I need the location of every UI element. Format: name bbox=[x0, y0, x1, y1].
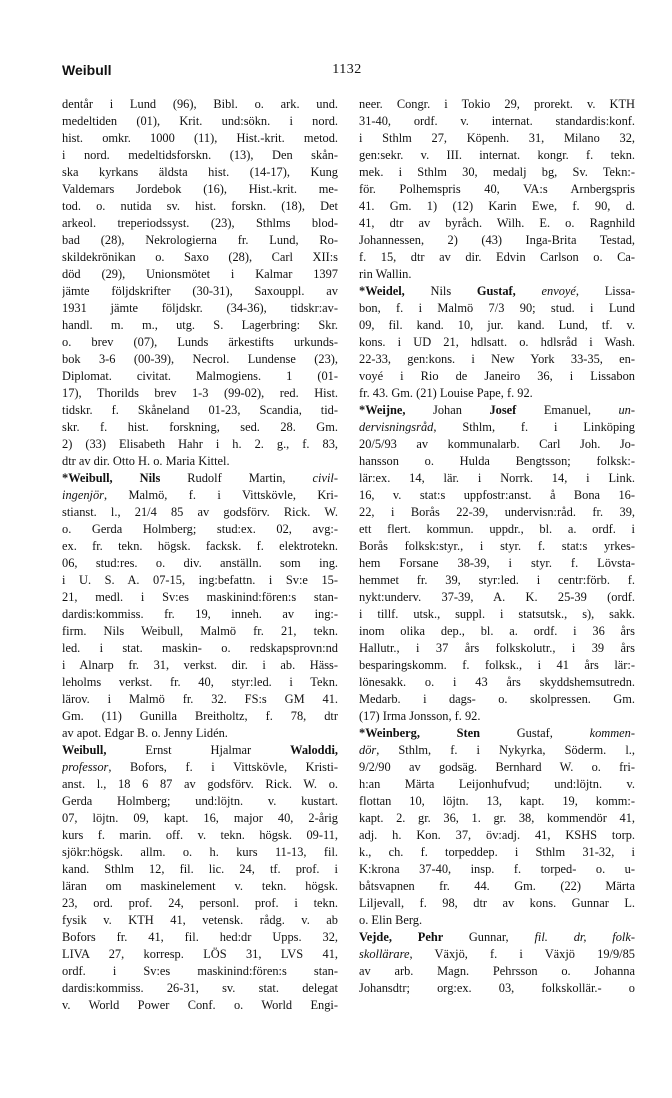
text-run: 9/2/90 av godsäg. Bernhard W. o. fri- bbox=[359, 760, 635, 774]
entry-name: *Weijne, bbox=[359, 403, 433, 417]
text-run: , Växjö, f. i Växjö 19/9/85 bbox=[409, 947, 635, 961]
text-line bbox=[62, 759, 338, 776]
text-line bbox=[359, 300, 635, 317]
text-run: Gunnar, bbox=[468, 930, 535, 944]
entry-name: *Weidel, bbox=[359, 284, 431, 298]
text-run: 41, dtr av byråch. Wilh. E. o. Ragnhild bbox=[359, 216, 635, 230]
text-run: , Malmö, f. i Vittskövle, Kri- bbox=[104, 488, 338, 502]
text-line bbox=[359, 691, 635, 708]
text-line bbox=[62, 657, 338, 674]
text-run: 41. Gm. 1) (12) Karin Ewe, f. 90, d. bbox=[359, 199, 635, 213]
text-run: k., ch. f. torpeddep. i Sthlm 31-32, i bbox=[359, 845, 635, 859]
text-run: lönesakk. o. i 43 års skyddshemsutredn. bbox=[359, 675, 635, 689]
entry-name: Vejde, Pehr bbox=[359, 930, 469, 944]
page-header bbox=[62, 62, 632, 82]
text-line bbox=[62, 368, 338, 385]
text-line bbox=[359, 283, 635, 300]
text-line bbox=[62, 283, 338, 300]
text-line bbox=[359, 181, 635, 198]
entry-title: skollärare bbox=[359, 947, 410, 961]
text-line bbox=[359, 521, 635, 538]
text-line bbox=[359, 487, 635, 504]
text-line bbox=[62, 776, 338, 793]
text-line bbox=[359, 963, 635, 980]
text-line bbox=[62, 708, 338, 725]
text-run: död (29), Unionsmötet i Kalmar 1397 bbox=[62, 267, 338, 281]
text-line bbox=[62, 334, 338, 351]
text-run: 17), Thorilds brev 1-3 (99-02), red. Hist. bbox=[62, 386, 338, 400]
text-run: tod. o. nutida sv. hist. forskn. (18), Det bbox=[62, 199, 338, 213]
text-run: dtr av dir. Otto H. o. Maria Kittel. bbox=[62, 454, 230, 468]
text-run: Hallutr., i 37 års folkskolutr., i 39 års bbox=[359, 641, 635, 655]
text-run: , Lissa- bbox=[575, 284, 635, 298]
text-line bbox=[359, 725, 635, 742]
text-run: 2) (33) Elisabeth Hahr i h. 2. g., f. 83, bbox=[62, 437, 338, 451]
text-line bbox=[359, 623, 635, 640]
text-line bbox=[62, 878, 338, 895]
text-line bbox=[62, 351, 338, 368]
text-run: K:krona 37-40, insp. f. torped- o. u- bbox=[359, 862, 635, 876]
text-line bbox=[359, 351, 635, 368]
text-run: i Alnarp fr. 31, verkst. dir. i ab. Häss- bbox=[62, 658, 338, 672]
text-line bbox=[359, 776, 635, 793]
entry-title: ingenjör bbox=[62, 488, 104, 502]
text-line bbox=[359, 861, 635, 878]
text-run: ett flert. kommun. uppdr., bl. a. ordf. i bbox=[359, 522, 635, 536]
text-run: hist. omkr. 1000 (11), Hist.-krit. metod. bbox=[62, 131, 338, 145]
left-column bbox=[62, 96, 338, 1014]
text-line bbox=[62, 436, 338, 453]
entry-title: civil- bbox=[312, 471, 338, 485]
text-run: , Sthlm, f. i Nykyrka, Söderm. l., bbox=[376, 743, 635, 757]
text-run: 20/5/93 av kommunalarb. Carl Joh. Jo- bbox=[359, 437, 635, 451]
text-run: voyé i Rio de Janeiro 36, i Lissabon bbox=[359, 369, 635, 383]
text-line bbox=[62, 453, 338, 470]
text-line bbox=[62, 980, 338, 997]
text-line bbox=[359, 793, 635, 810]
text-run: Johan bbox=[433, 403, 490, 417]
text-run: firm. Nils Weibull, Malmö fr. 21, tekn. bbox=[62, 624, 338, 638]
text-run: 16, v. stat:s uppfostr:anst. å Bona 16- bbox=[359, 488, 635, 502]
text-line bbox=[359, 334, 635, 351]
text-line bbox=[62, 504, 338, 521]
text-run: ex. fr. tekn. högsk. facksk. f. elektrotekn. bbox=[62, 539, 338, 553]
text-line bbox=[62, 691, 338, 708]
text-line bbox=[62, 113, 338, 130]
text-run: Borås folksk:styr., i styr. f. stat:s yrkes- bbox=[359, 539, 635, 553]
text-run: adj. h. Kon. 37, öv:adj. 41, KSHS torp. bbox=[359, 828, 635, 842]
text-run: kons. i UD 21, hdlsatt. o. hdlsråd i Wash. bbox=[359, 335, 635, 349]
text-line bbox=[62, 232, 338, 249]
text-line bbox=[62, 181, 338, 198]
entry-title: kommen- bbox=[589, 726, 635, 740]
text-run: o. Elin Berg. bbox=[359, 913, 423, 927]
text-run: 07, löjtn. 09, kapt. 16, major 40, 2-årig bbox=[62, 811, 338, 825]
text-line bbox=[62, 589, 338, 606]
text-run: inom olika dep., bl. a. ordf. i 36 års bbox=[359, 624, 635, 638]
text-run: Rudolf Martin, bbox=[187, 471, 313, 485]
text-line bbox=[359, 436, 635, 453]
entry-name: Weibull, bbox=[62, 743, 146, 757]
text-line bbox=[62, 793, 338, 810]
text-line bbox=[359, 929, 635, 946]
text-line bbox=[62, 385, 338, 402]
text-run: dardis:kommiss. 26-31, sv. stat. delegat bbox=[62, 981, 338, 995]
text-run: tidskr. f. Skåneland 01-23, Scandia, tid- bbox=[62, 403, 338, 417]
text-line bbox=[62, 895, 338, 912]
text-run: f. 15, dtr av dir. Edvin Carlson o. Ca- bbox=[359, 250, 635, 264]
text-run: för. Polhemspris 40, VA:s Arnbergspris bbox=[359, 182, 635, 196]
text-line bbox=[359, 385, 635, 402]
text-run: rin Wallin. bbox=[359, 267, 412, 281]
text-line bbox=[62, 640, 338, 657]
text-line bbox=[359, 912, 635, 929]
text-run: 22, i Borås 22-39, undervisn:råd. fr. 39, bbox=[359, 505, 635, 519]
right-column bbox=[359, 96, 635, 997]
text-run: av apot. Edgar B. o. Jenny Lidén. bbox=[62, 726, 228, 740]
text-run: lärov. i Malmö fr. 32. FS:s GM 41. bbox=[62, 692, 338, 706]
text-line bbox=[359, 827, 635, 844]
text-line bbox=[62, 606, 338, 623]
text-run: Johansdtr; org:ex. 03, folkskollär.- o bbox=[359, 981, 635, 995]
text-line bbox=[62, 827, 338, 844]
text-line bbox=[359, 164, 635, 181]
text-run: dardis:kommiss. fr. 19, inneh. av ing:- bbox=[62, 607, 338, 621]
text-run: sjökr:högsk. allm. o. h. kurs 11-13, fil. bbox=[62, 845, 338, 859]
text-run: Emanuel, bbox=[543, 403, 619, 417]
text-line bbox=[62, 929, 338, 946]
text-line bbox=[359, 113, 635, 130]
text-run: (17) Irma Jonsson, f. 92. bbox=[359, 709, 481, 723]
text-run: i nord. medeltidsforskn. (13), Den skån- bbox=[62, 148, 338, 162]
text-run: jämte följdskrifter (30-31), Saxouppl. av bbox=[62, 284, 338, 298]
text-run: o. brev (07), Lunds ärkestifts urkunds- bbox=[62, 335, 338, 349]
text-line bbox=[62, 844, 338, 861]
text-line bbox=[62, 198, 338, 215]
text-line bbox=[359, 470, 635, 487]
text-run: Ernst Hjalmar bbox=[145, 743, 291, 757]
text-run: 23, ord. prof. 24, personl. prof. i tekn. bbox=[62, 896, 338, 910]
text-line bbox=[62, 861, 338, 878]
text-line bbox=[62, 572, 338, 589]
entry-title: professor bbox=[62, 760, 109, 774]
text-run: ordf. i Sv:es maskinind:fören:s stan- bbox=[62, 964, 338, 978]
text-line bbox=[359, 538, 635, 555]
text-line bbox=[62, 164, 338, 181]
text-run: båtsvapnen fr. 44. Gm. (22) Märta bbox=[359, 879, 635, 893]
text-line bbox=[62, 742, 338, 759]
text-run: dentår i Lund (96), Bibl. o. ark. und. bbox=[62, 97, 338, 111]
text-line bbox=[359, 147, 635, 164]
text-run: Nils bbox=[430, 284, 477, 298]
text-run: Gerda Holmberg; und:löjtn. v. kustart. bbox=[62, 794, 338, 808]
text-line bbox=[359, 946, 635, 963]
text-run: leholms verkst. fr. 40, styr:led. i Tekn. bbox=[62, 675, 338, 689]
text-line bbox=[62, 997, 338, 1014]
text-run: Bofors fr. 41, fil. hed:dr Upps. 32, bbox=[62, 930, 338, 944]
text-run: mek. i Sthlm 30, medalj bg, Sv. Tekn:- bbox=[359, 165, 635, 179]
text-line bbox=[62, 147, 338, 164]
text-run: handl. m. m., utg. S. Lagerbring: Skr. bbox=[62, 318, 338, 332]
text-line bbox=[359, 266, 635, 283]
text-line bbox=[62, 963, 338, 980]
text-run: läran om maskinelement v. tekn. högsk. bbox=[62, 879, 338, 893]
text-line bbox=[359, 317, 635, 334]
text-line bbox=[62, 674, 338, 691]
text-line bbox=[62, 555, 338, 572]
text-run: 31-40, ordf. v. internat. standardis:konf. bbox=[359, 114, 635, 128]
text-run: kand. Sthlm 12, fil. lic. 24, tf. prof. i bbox=[62, 862, 338, 876]
text-line bbox=[359, 878, 635, 895]
text-line bbox=[359, 759, 635, 776]
text-line bbox=[359, 589, 635, 606]
text-line bbox=[359, 657, 635, 674]
text-line bbox=[62, 725, 338, 742]
text-line bbox=[62, 266, 338, 283]
text-run: 09, fil. kand. 10, jur. kand. Lund, tf. v. bbox=[359, 318, 635, 332]
text-line bbox=[62, 419, 338, 436]
text-run: Valdemars Jordebok (16), Hist.-krit. me- bbox=[62, 182, 338, 196]
text-run: flottan 10, löjtn. 13, kapt. 19, komm:- bbox=[359, 794, 635, 808]
text-run: kurs f. marin. off. v. tekn. högsk. 09-11, bbox=[62, 828, 338, 842]
text-line bbox=[359, 844, 635, 861]
text-line bbox=[359, 980, 635, 997]
text-line bbox=[359, 640, 635, 657]
text-run: , Bofors, f. i Vittskövle, Kristi- bbox=[108, 760, 338, 774]
text-run: Gm. (11) Gunilla Breitholtz, f. 78, dtr bbox=[62, 709, 338, 723]
text-run: bok 3-6 (00-39), Necrol. Lundense (23), bbox=[62, 352, 338, 366]
text-line bbox=[359, 504, 635, 521]
text-run: 22-33, gen:kons. i New York 33-35, en- bbox=[359, 352, 635, 366]
text-line bbox=[359, 895, 635, 912]
text-line bbox=[359, 555, 635, 572]
entry-name: *Weibull, Nils bbox=[62, 471, 188, 485]
text-run: medeltiden (01), Krit. und:sökn. i nord. bbox=[62, 114, 338, 128]
text-run: i tillf. utsk., suppl. i statsutsk., s), sakk. bbox=[359, 607, 635, 621]
text-line bbox=[359, 215, 635, 232]
text-line bbox=[62, 912, 338, 929]
text-line bbox=[359, 419, 635, 436]
text-run: o. Gerda Holmberg; stud:ex. 02, avg:- bbox=[62, 522, 338, 536]
text-run: h:an Märta Leijonhufvud; und:löjtn. v. bbox=[359, 777, 635, 791]
text-line bbox=[359, 368, 635, 385]
text-run: 21, medl. i Sv:es maskinind:fören:s stan- bbox=[62, 590, 338, 604]
text-line bbox=[62, 538, 338, 555]
text-line bbox=[62, 300, 338, 317]
text-run: gen:sekr. v. III. internat. kongr. f. tekn. bbox=[359, 148, 635, 162]
text-run: Liljevall, f. 98, dtr av kons. Gunnar L. bbox=[359, 896, 635, 910]
text-run: skr. f. hist. forskning, sed. 28. Gm. bbox=[62, 420, 338, 434]
text-line bbox=[62, 249, 338, 266]
text-run: neer. Congr. i Tokio 29, prorekt. v. KTH bbox=[359, 97, 635, 111]
text-run: kapt. 2. gr. 36, 1. gr. 38, kommendör 41, bbox=[359, 811, 635, 825]
text-run: fr. 43. Gm. (21) Louise Pape, f. 92. bbox=[359, 386, 533, 400]
entry-name: Gustaf, bbox=[476, 284, 542, 298]
running-head: Weibull bbox=[62, 62, 112, 78]
text-line bbox=[359, 402, 635, 419]
entry-title: fil. dr, folk- bbox=[534, 930, 635, 944]
text-line bbox=[62, 810, 338, 827]
text-run: hemmet fr. 39, styr:led. i centr:förb. f. bbox=[359, 573, 635, 587]
text-line bbox=[62, 130, 338, 147]
text-line bbox=[359, 198, 635, 215]
text-line bbox=[359, 232, 635, 249]
text-line bbox=[359, 742, 635, 759]
text-run: stianst. l., 21/4 85 av godsförv. Rick. W. bbox=[62, 505, 338, 519]
entry-title: un- bbox=[618, 403, 635, 417]
text-run: Diplomat. civitat. Malmogiens. 1 (01- bbox=[62, 369, 338, 383]
text-line bbox=[62, 470, 338, 487]
text-run: , Sthlm, f. i Linköping bbox=[433, 420, 635, 434]
text-line bbox=[62, 521, 338, 538]
text-run: arkeol. treperiodssyst. (23), Sthlms blod- bbox=[62, 216, 338, 230]
text-run: Medarb. i dags- o. skolpressen. Gm. bbox=[359, 692, 635, 706]
text-line bbox=[359, 249, 635, 266]
text-line bbox=[62, 96, 338, 113]
text-line bbox=[359, 674, 635, 691]
text-run: 06, stud:res. o. div. anställn. som ing. bbox=[62, 556, 338, 570]
text-run: bon, f. i Malmö 7/3 90; stud. i Lund bbox=[359, 301, 635, 315]
entry-title: dervisningsråd bbox=[359, 420, 434, 434]
text-run: Gustaf, bbox=[516, 726, 590, 740]
text-line bbox=[62, 623, 338, 640]
entry-name: *Weinberg, Sten bbox=[359, 726, 517, 740]
text-run: besparingskomm. f. folksk., i 41 års lär:- bbox=[359, 658, 635, 672]
entry-name: Waloddi, bbox=[290, 743, 338, 757]
text-run: 1931 jämte följdskr. (34-36), tidskr:av- bbox=[62, 301, 338, 315]
text-run: lär:ex. 14, lär. i Norrk. 14, i Link. bbox=[359, 471, 635, 485]
entry-title: dör bbox=[359, 743, 377, 757]
text-run: anst. l., 18 6 87 av godsförv. Rick. W. o. bbox=[62, 777, 338, 791]
text-line bbox=[62, 487, 338, 504]
text-run: hem Forsane 38-39, i styr. f. Lövsta- bbox=[359, 556, 635, 570]
text-run: i U. S. A. 07-15, ing:befattn. i Sv:e 15- bbox=[62, 573, 338, 587]
text-line bbox=[62, 215, 338, 232]
text-line bbox=[62, 317, 338, 334]
text-run: skildekrönikan o. Saxo (28), Carl XII:s bbox=[62, 250, 338, 264]
text-line bbox=[62, 946, 338, 963]
text-line bbox=[359, 96, 635, 113]
text-line bbox=[359, 453, 635, 470]
text-line bbox=[359, 606, 635, 623]
text-run: av arb. Magn. Pehrsson o. Johanna bbox=[359, 964, 635, 978]
page-number: 1132 bbox=[332, 62, 362, 77]
text-run: led. i stat. maskin- o. redskapsprovn:nd bbox=[62, 641, 338, 655]
text-run: nykt:underv. 37-39, A. K. 25-39 (ordf. bbox=[359, 590, 635, 604]
text-line bbox=[359, 572, 635, 589]
text-run: i Sthlm 27, Köpenh. 31, Milano 32, bbox=[359, 131, 635, 145]
text-run: hansson o. Hulda Bengtsson; folksk:- bbox=[359, 454, 635, 468]
text-line bbox=[62, 402, 338, 419]
text-run: bad (28), Nekrologierna fr. Lund, Ro- bbox=[62, 233, 338, 247]
text-line bbox=[359, 130, 635, 147]
text-run: LIVA 27, korresp. LÖS 31, LVS 41, bbox=[62, 947, 338, 961]
text-run: ska kyrkans äldsta hist. (14-17), Kung bbox=[62, 165, 338, 179]
text-run: v. World Power Conf. o. World Engi- bbox=[62, 998, 338, 1012]
entry-title: envoyé bbox=[541, 284, 576, 298]
text-run: Johannessen, 2) (43) Inga-Brita Testad, bbox=[359, 233, 635, 247]
text-line bbox=[359, 810, 635, 827]
text-run: fysik v. KTH 41, vetensk. rådg. v. ab bbox=[62, 913, 338, 927]
text-line bbox=[359, 708, 635, 725]
entry-name: Josef bbox=[489, 403, 544, 417]
